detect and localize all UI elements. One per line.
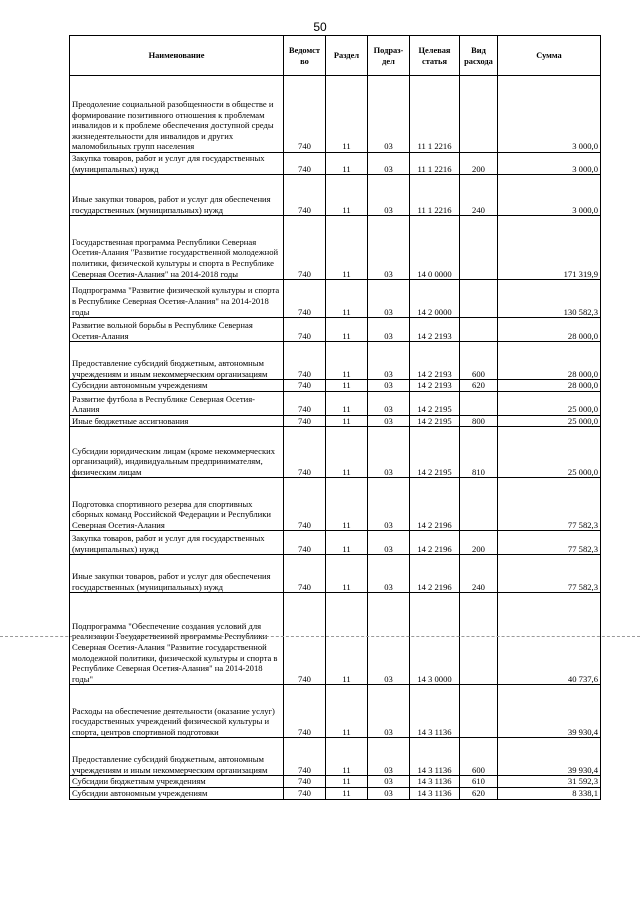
header-dept: Ведомст во <box>284 36 326 76</box>
row-section: 11 <box>326 318 368 342</box>
table-row <box>70 427 601 478</box>
row-type: 200 <box>460 153 498 175</box>
table-header-row <box>70 36 601 76</box>
row-dept: 740 <box>284 280 326 318</box>
row-type: 610 <box>460 776 498 788</box>
row-subsection: 03 <box>368 685 410 738</box>
row-section: 11 <box>326 342 368 380</box>
row-sum: 28 000,0 <box>498 318 601 342</box>
header-type: Вид расхода <box>460 36 498 76</box>
row-dept: 740 <box>284 478 326 531</box>
row-section: 11 <box>326 280 368 318</box>
table-row <box>70 415 601 427</box>
row-type: 810 <box>460 427 498 478</box>
row-dept: 740 <box>284 738 326 776</box>
row-subsection: 03 <box>368 478 410 531</box>
row-name: Подпрограмма "Развитие физической культуры и спорта в Республике Северная Осетия-Алания" на 2014-2018 годы <box>70 280 284 318</box>
header-sum: Сумма <box>498 36 601 76</box>
row-type <box>460 593 498 685</box>
row-subsection: 03 <box>368 391 410 415</box>
row-type <box>460 391 498 415</box>
row-subsection: 03 <box>368 342 410 380</box>
row-name: Подпрограмма "Обеспечение создания условий для реализации Государственной программы Республики Северная Осетия-Алания "Развитие государственной молодежной политики, физической культуры и спорта в Республике Северная Осетия-Алания" на 2014-2018 годы" <box>70 593 284 685</box>
row-sum: 39 930,4 <box>498 685 601 738</box>
row-target: 14 2 2196 <box>410 555 460 593</box>
row-sum: 25 000,0 <box>498 415 601 427</box>
table-row <box>70 76 601 153</box>
row-sum: 40 737,6 <box>498 593 601 685</box>
row-subsection: 03 <box>368 318 410 342</box>
row-name: Закупка товаров, работ и услуг для государственных (муниципальных) нужд <box>70 153 284 175</box>
row-target: 11 1 2216 <box>410 153 460 175</box>
table-row <box>70 738 601 776</box>
row-section: 11 <box>326 427 368 478</box>
row-target: 14 3 1136 <box>410 738 460 776</box>
row-target: 14 2 0000 <box>410 280 460 318</box>
row-target: 14 3 0000 <box>410 593 460 685</box>
scan-cut-line <box>0 636 640 637</box>
row-dept: 740 <box>284 216 326 280</box>
row-section: 11 <box>326 415 368 427</box>
row-subsection: 03 <box>368 531 410 555</box>
row-name: Развитие вольной борьбы в Республике Северная Осетия-Алания <box>70 318 284 342</box>
row-type <box>460 478 498 531</box>
row-target: 14 3 1136 <box>410 685 460 738</box>
page-number: 50 <box>313 20 327 34</box>
row-sum: 77 582,3 <box>498 555 601 593</box>
row-section: 11 <box>326 593 368 685</box>
row-target: 14 2 2195 <box>410 427 460 478</box>
row-dept: 740 <box>284 342 326 380</box>
header-section: Раздел <box>326 36 368 76</box>
row-sum: 130 582,3 <box>498 280 601 318</box>
row-sum: 39 930,4 <box>498 738 601 776</box>
row-section: 11 <box>326 738 368 776</box>
row-sum: 8 338,1 <box>498 787 601 799</box>
row-target: 14 2 2193 <box>410 318 460 342</box>
row-sum: 171 319,9 <box>498 216 601 280</box>
row-name: Субсидии юридическим лицам (кроме некоммерческих организаций), индивидуальным предпринимателям, физическим лицам <box>70 427 284 478</box>
row-section: 11 <box>326 685 368 738</box>
row-dept: 740 <box>284 391 326 415</box>
table-row <box>70 216 601 280</box>
row-section: 11 <box>326 76 368 153</box>
row-type: 620 <box>460 787 498 799</box>
row-type: 800 <box>460 415 498 427</box>
row-section: 11 <box>326 380 368 392</box>
row-target: 11 1 2216 <box>410 76 460 153</box>
row-name: Подготовка спортивного резерва для спортивных сборных команд Российской Федерации и Республики Северная Осетия-Алания <box>70 478 284 531</box>
row-section: 11 <box>326 555 368 593</box>
row-dept: 740 <box>284 427 326 478</box>
row-target: 14 3 1136 <box>410 776 460 788</box>
row-name: Преодоление социальной разобщенности в обществе и формирование позитивного отношения к проблемам инвалидов и к проблеме обеспечения доступной среды жизнедеятельности для инвалидов и других маломобильных групп населения <box>70 76 284 153</box>
row-subsection: 03 <box>368 175 410 216</box>
row-dept: 740 <box>284 318 326 342</box>
row-target: 14 2 2193 <box>410 380 460 392</box>
row-sum: 3 000,0 <box>498 153 601 175</box>
row-section: 11 <box>326 776 368 788</box>
row-type: 600 <box>460 738 498 776</box>
table-row <box>70 555 601 593</box>
row-name: Расходы на обеспечение деятельности (оказание услуг) государственных учреждений физической культуры и спорта, центров спортивной подготовки <box>70 685 284 738</box>
table-row <box>70 380 601 392</box>
table-row <box>70 478 601 531</box>
row-name: Государственная программа Республики Северная Осетия-Алания "Развитие государственной молодежной политики, физической культуры и спорта в Республике Северная Осетия-Алания" на 2014-2018 годы <box>70 216 284 280</box>
row-type <box>460 216 498 280</box>
budget-table <box>69 35 601 800</box>
row-target: 14 2 2195 <box>410 415 460 427</box>
table-row <box>70 318 601 342</box>
row-subsection: 03 <box>368 380 410 392</box>
row-sum: 28 000,0 <box>498 342 601 380</box>
row-subsection: 03 <box>368 776 410 788</box>
table-row <box>70 685 601 738</box>
row-sum: 3 000,0 <box>498 76 601 153</box>
row-sum: 3 000,0 <box>498 175 601 216</box>
row-dept: 740 <box>284 776 326 788</box>
row-subsection: 03 <box>368 153 410 175</box>
header-subsection: Подраз- дел <box>368 36 410 76</box>
row-name: Субсидии бюджетным учреждениям <box>70 776 284 788</box>
row-target: 14 0 0000 <box>410 216 460 280</box>
row-subsection: 03 <box>368 280 410 318</box>
row-section: 11 <box>326 391 368 415</box>
row-name: Иные закупки товаров, работ и услуг для обеспечения государственных (муниципальных) нужд <box>70 175 284 216</box>
table-row <box>70 776 601 788</box>
row-sum: 25 000,0 <box>498 427 601 478</box>
row-dept: 740 <box>284 153 326 175</box>
row-type: 240 <box>460 555 498 593</box>
row-name: Предоставление субсидий бюджетным, автономным учреждениям и иным некоммерческим организациям <box>70 738 284 776</box>
row-sum: 28 000,0 <box>498 380 601 392</box>
row-type: 200 <box>460 531 498 555</box>
row-name: Закупка товаров, работ и услуг для государственных (муниципальных) нужд <box>70 531 284 555</box>
row-target: 14 2 2196 <box>410 531 460 555</box>
row-dept: 740 <box>284 76 326 153</box>
row-sum: 25 000,0 <box>498 391 601 415</box>
row-sum: 31 592,3 <box>498 776 601 788</box>
row-name: Развитие футбола в Республике Северная Осетия-Алания <box>70 391 284 415</box>
row-section: 11 <box>326 478 368 531</box>
row-type <box>460 76 498 153</box>
row-target: 11 1 2216 <box>410 175 460 216</box>
row-dept: 740 <box>284 593 326 685</box>
row-subsection: 03 <box>368 427 410 478</box>
row-section: 11 <box>326 153 368 175</box>
row-target: 14 2 2193 <box>410 342 460 380</box>
table-row <box>70 280 601 318</box>
row-section: 11 <box>326 216 368 280</box>
row-name: Субсидии автономным учреждениям <box>70 787 284 799</box>
table-row <box>70 593 601 685</box>
row-subsection: 03 <box>368 415 410 427</box>
row-type: 240 <box>460 175 498 216</box>
row-type <box>460 318 498 342</box>
table-row <box>70 531 601 555</box>
row-name: Субсидии автономным учреждениям <box>70 380 284 392</box>
table-body <box>70 76 601 800</box>
row-name: Иные бюджетные ассигнования <box>70 415 284 427</box>
table-row <box>70 787 601 799</box>
row-sum: 77 582,3 <box>498 531 601 555</box>
row-subsection: 03 <box>368 76 410 153</box>
row-section: 11 <box>326 531 368 555</box>
table-row <box>70 175 601 216</box>
row-section: 11 <box>326 787 368 799</box>
row-target: 14 2 2195 <box>410 391 460 415</box>
row-dept: 740 <box>284 380 326 392</box>
row-subsection: 03 <box>368 216 410 280</box>
row-subsection: 03 <box>368 787 410 799</box>
row-subsection: 03 <box>368 593 410 685</box>
row-subsection: 03 <box>368 555 410 593</box>
table-row <box>70 391 601 415</box>
row-dept: 740 <box>284 531 326 555</box>
row-dept: 740 <box>284 175 326 216</box>
row-name: Предоставление субсидий бюджетным, автономным учреждениям и иным некоммерческим организациям <box>70 342 284 380</box>
row-subsection: 03 <box>368 738 410 776</box>
table-row <box>70 342 601 380</box>
row-dept: 740 <box>284 415 326 427</box>
row-target: 14 3 1136 <box>410 787 460 799</box>
row-section: 11 <box>326 175 368 216</box>
row-type: 600 <box>460 342 498 380</box>
table-row <box>70 153 601 175</box>
row-dept: 740 <box>284 685 326 738</box>
header-target: Целевая статья <box>410 36 460 76</box>
row-type <box>460 685 498 738</box>
row-target: 14 2 2196 <box>410 478 460 531</box>
row-type <box>460 280 498 318</box>
row-type: 620 <box>460 380 498 392</box>
row-name: Иные закупки товаров, работ и услуг для обеспечения государственных (муниципальных) нужд <box>70 555 284 593</box>
row-sum: 77 582,3 <box>498 478 601 531</box>
row-dept: 740 <box>284 555 326 593</box>
row-dept: 740 <box>284 787 326 799</box>
header-name: Наименование <box>70 36 284 76</box>
